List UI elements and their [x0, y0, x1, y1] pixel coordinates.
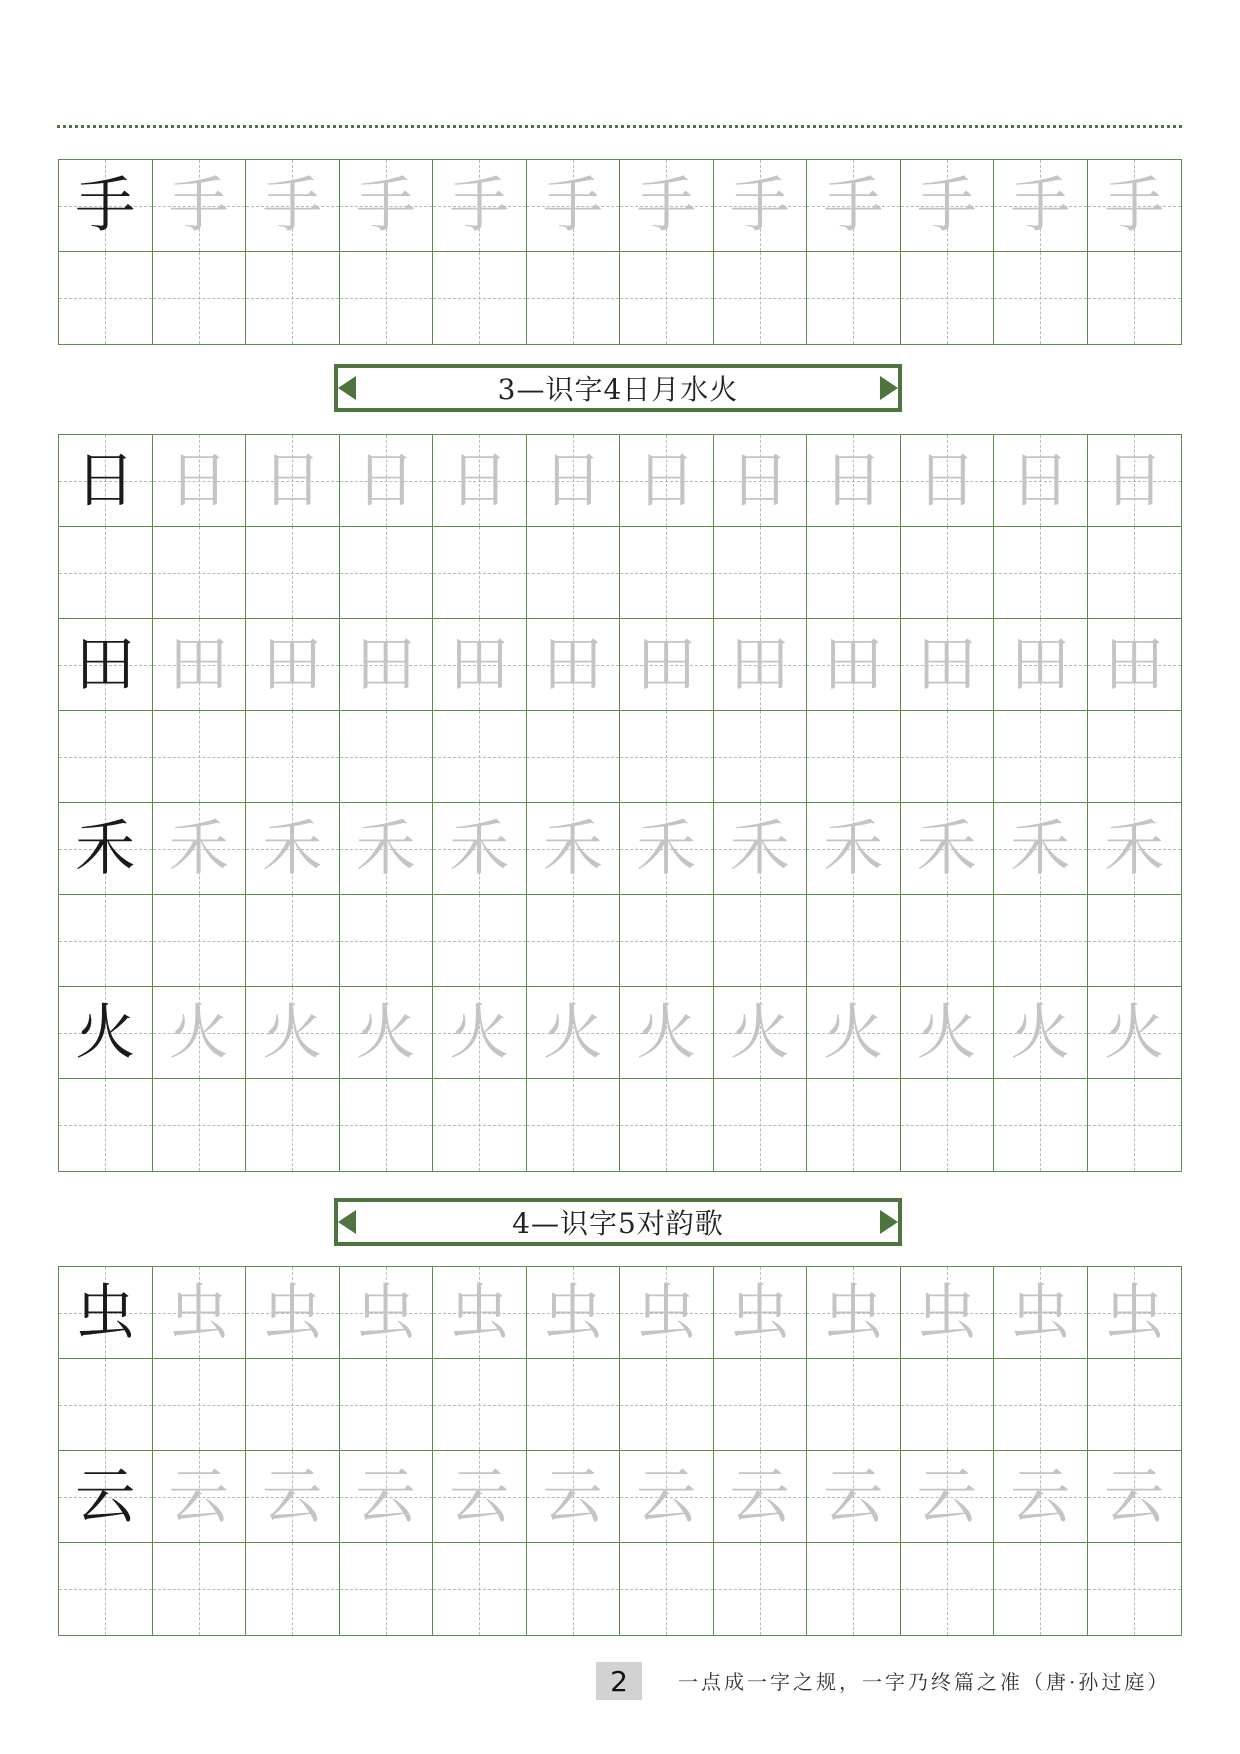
trace-character: 云 — [449, 1461, 510, 1532]
trace-cell — [246, 1451, 340, 1542]
model-character: 云 — [75, 1461, 136, 1532]
writing-cell[interactable] — [620, 1079, 714, 1171]
writing-cell[interactable] — [246, 895, 340, 986]
writing-cell[interactable] — [994, 1079, 1088, 1171]
writing-cell[interactable] — [433, 895, 527, 986]
writing-cell[interactable] — [994, 895, 1088, 986]
writing-cell[interactable] — [1088, 895, 1182, 986]
writing-cell[interactable] — [901, 1359, 995, 1450]
trace-character: 云 — [542, 1461, 603, 1532]
writing-cell[interactable] — [714, 252, 808, 344]
trace-character: 手 — [355, 170, 416, 241]
writing-cell[interactable] — [994, 1543, 1088, 1635]
trace-character: 云 — [636, 1461, 697, 1532]
writing-cell[interactable] — [527, 527, 621, 618]
trace-cell — [901, 160, 995, 251]
writing-cell[interactable] — [153, 1543, 247, 1635]
trace-character: 云 — [729, 1461, 790, 1532]
trace-character: 禾 — [636, 813, 697, 884]
trace-character: 禾 — [1104, 813, 1165, 884]
trace-character: 手 — [542, 170, 603, 241]
model-cell — [59, 435, 153, 526]
writing-cell[interactable] — [807, 1359, 901, 1450]
writing-cell[interactable] — [153, 711, 247, 802]
trace-character: 手 — [1104, 170, 1165, 241]
trace-cell — [433, 803, 527, 894]
trace-cell — [714, 619, 808, 710]
writing-cell[interactable] — [153, 895, 247, 986]
trace-cell — [994, 1267, 1088, 1358]
trace-cell — [153, 1451, 247, 1542]
writing-cell[interactable] — [340, 895, 434, 986]
writing-cell[interactable] — [340, 711, 434, 802]
writing-cell[interactable] — [1088, 1359, 1182, 1450]
writing-cell[interactable] — [714, 1079, 808, 1171]
trace-character: 火 — [168, 997, 229, 1068]
trace-cell — [340, 435, 434, 526]
trace-cell — [807, 1267, 901, 1358]
trace-cell — [340, 803, 434, 894]
trace-cell — [994, 160, 1088, 251]
char-row — [59, 160, 1181, 252]
trace-cell — [153, 160, 247, 251]
model-cell — [59, 619, 153, 710]
writing-cell[interactable] — [807, 1543, 901, 1635]
trace-cell — [714, 987, 808, 1078]
section-title: 4—识字5对韵歌 — [512, 1207, 724, 1240]
top-dotted-rule — [57, 125, 1182, 128]
trace-character: 云 — [1104, 1461, 1165, 1532]
writing-cell[interactable] — [620, 895, 714, 986]
trace-character: 虫 — [355, 1277, 416, 1348]
trace-character: 田 — [355, 629, 416, 700]
writing-cell[interactable] — [807, 252, 901, 344]
trace-cell — [807, 435, 901, 526]
blank-writing-row — [59, 252, 1181, 344]
trace-cell — [1088, 1451, 1182, 1542]
writing-cell[interactable] — [901, 527, 995, 618]
trace-cell — [620, 1451, 714, 1542]
char-row — [59, 619, 1181, 711]
model-cell — [59, 1267, 153, 1358]
trace-cell — [527, 803, 621, 894]
trace-character: 火 — [1104, 997, 1165, 1068]
trace-cell — [1088, 619, 1182, 710]
char-row — [59, 1267, 1181, 1359]
trace-cell — [620, 160, 714, 251]
writing-cell[interactable] — [994, 1359, 1088, 1450]
writing-cell[interactable] — [620, 527, 714, 618]
trace-cell — [901, 803, 995, 894]
writing-cell[interactable] — [527, 252, 621, 344]
trace-character: 云 — [916, 1461, 977, 1532]
trace-cell — [246, 435, 340, 526]
trace-character: 田 — [729, 629, 790, 700]
writing-cell[interactable] — [1088, 1543, 1182, 1635]
writing-cell[interactable] — [433, 1079, 527, 1171]
trace-cell — [620, 619, 714, 710]
writing-cell[interactable] — [527, 1079, 621, 1171]
trace-cell — [246, 1267, 340, 1358]
writing-cell[interactable] — [901, 895, 995, 986]
writing-cell[interactable] — [433, 527, 527, 618]
char-row — [59, 1451, 1181, 1543]
trace-character: 虫 — [823, 1277, 884, 1348]
writing-cell[interactable] — [246, 527, 340, 618]
writing-cell[interactable] — [807, 711, 901, 802]
writing-cell[interactable] — [807, 1079, 901, 1171]
writing-cell[interactable] — [807, 895, 901, 986]
writing-cell[interactable] — [994, 711, 1088, 802]
writing-cell[interactable] — [246, 1359, 340, 1450]
writing-cell[interactable] — [527, 1543, 621, 1635]
trace-character: 日 — [636, 445, 697, 516]
blank-writing-row — [59, 711, 1181, 803]
trace-character: 火 — [262, 997, 323, 1068]
practice-block-2 — [58, 434, 1182, 1172]
trace-cell — [433, 160, 527, 251]
trace-character: 田 — [542, 629, 603, 700]
trace-character: 火 — [1010, 997, 1071, 1068]
trace-cell — [433, 1267, 527, 1358]
trace-character: 日 — [449, 445, 510, 516]
writing-cell[interactable] — [620, 1359, 714, 1450]
trace-character: 田 — [636, 629, 697, 700]
trace-character: 田 — [262, 629, 323, 700]
trace-cell — [153, 619, 247, 710]
trace-cell — [994, 619, 1088, 710]
trace-cell — [1088, 987, 1182, 1078]
trace-character: 虫 — [449, 1277, 510, 1348]
writing-cell[interactable] — [246, 711, 340, 802]
trace-cell — [807, 1451, 901, 1542]
section-banner-1 — [334, 364, 902, 412]
model-cell — [59, 1451, 153, 1542]
trace-character: 虫 — [729, 1277, 790, 1348]
writing-cell[interactable] — [1088, 527, 1182, 618]
trace-character: 火 — [823, 997, 884, 1068]
trace-cell — [433, 987, 527, 1078]
trace-character: 田 — [449, 629, 510, 700]
practice-block-3 — [58, 1266, 1182, 1636]
writing-cell[interactable] — [246, 1543, 340, 1635]
writing-cell[interactable] — [620, 252, 714, 344]
writing-cell[interactable] — [1088, 252, 1182, 344]
blank-writing-row — [59, 527, 1181, 619]
trace-character: 火 — [449, 997, 510, 1068]
trace-character: 日 — [168, 445, 229, 516]
section-title: 3—识字4日月水火 — [497, 373, 739, 406]
section-banner-2 — [334, 1198, 902, 1246]
model-character: 虫 — [75, 1277, 136, 1348]
trace-cell — [714, 1451, 808, 1542]
trace-character: 手 — [916, 170, 977, 241]
trace-cell — [246, 803, 340, 894]
model-character: 日 — [75, 445, 136, 516]
trace-cell — [994, 435, 1088, 526]
trace-character: 日 — [262, 445, 323, 516]
trace-cell — [153, 987, 247, 1078]
writing-cell[interactable] — [527, 895, 621, 986]
trace-character: 云 — [262, 1461, 323, 1532]
trace-cell — [1088, 803, 1182, 894]
trace-cell — [340, 1451, 434, 1542]
char-row — [59, 435, 1181, 527]
char-row — [59, 987, 1181, 1079]
writing-cell[interactable] — [59, 895, 153, 986]
trace-cell — [246, 160, 340, 251]
trace-character: 手 — [823, 170, 884, 241]
writing-cell[interactable] — [59, 711, 153, 802]
trace-character: 火 — [729, 997, 790, 1068]
writing-cell[interactable] — [246, 252, 340, 344]
trace-cell — [340, 1267, 434, 1358]
trace-character: 禾 — [355, 813, 416, 884]
trace-character: 虫 — [542, 1277, 603, 1348]
writing-cell[interactable] — [714, 711, 808, 802]
trace-character: 禾 — [542, 813, 603, 884]
trace-cell — [1088, 160, 1182, 251]
trace-character: 日 — [355, 445, 416, 516]
model-cell — [59, 803, 153, 894]
trace-cell — [246, 619, 340, 710]
trace-cell — [246, 987, 340, 1078]
trace-cell — [901, 1267, 995, 1358]
trace-character: 手 — [168, 170, 229, 241]
practice-block-1 — [58, 159, 1182, 345]
trace-character: 田 — [916, 629, 977, 700]
trace-cell — [807, 619, 901, 710]
trace-character: 手 — [729, 170, 790, 241]
trace-cell — [807, 160, 901, 251]
trace-character: 手 — [449, 170, 510, 241]
trace-character: 日 — [542, 445, 603, 516]
writing-cell[interactable] — [901, 711, 995, 802]
writing-cell[interactable] — [994, 527, 1088, 618]
trace-character: 火 — [542, 997, 603, 1068]
writing-cell[interactable] — [153, 1359, 247, 1450]
trace-cell — [340, 619, 434, 710]
writing-cell[interactable] — [433, 711, 527, 802]
trace-character: 日 — [729, 445, 790, 516]
trace-character: 虫 — [168, 1277, 229, 1348]
model-cell — [59, 987, 153, 1078]
writing-cell[interactable] — [433, 1543, 527, 1635]
trace-character: 禾 — [449, 813, 510, 884]
trace-character: 禾 — [1010, 813, 1071, 884]
trace-cell — [527, 1267, 621, 1358]
blank-writing-row — [59, 1543, 1181, 1635]
trace-cell — [994, 1451, 1088, 1542]
writing-cell[interactable] — [527, 711, 621, 802]
trace-character: 田 — [168, 629, 229, 700]
trace-character: 云 — [823, 1461, 884, 1532]
model-cell — [59, 160, 153, 251]
writing-cell[interactable] — [714, 1359, 808, 1450]
writing-cell[interactable] — [620, 1543, 714, 1635]
trace-character: 云 — [355, 1461, 416, 1532]
trace-cell — [620, 987, 714, 1078]
trace-cell — [433, 435, 527, 526]
trace-cell — [1088, 435, 1182, 526]
trace-character: 田 — [823, 629, 884, 700]
writing-cell[interactable] — [901, 1079, 995, 1171]
trace-cell — [153, 803, 247, 894]
writing-cell[interactable] — [433, 252, 527, 344]
trace-cell — [620, 803, 714, 894]
trace-cell — [714, 803, 808, 894]
trace-cell — [433, 619, 527, 710]
writing-cell[interactable] — [153, 527, 247, 618]
trace-character: 日 — [823, 445, 884, 516]
trace-cell — [153, 435, 247, 526]
writing-cell[interactable] — [59, 252, 153, 344]
writing-cell[interactable] — [901, 1543, 995, 1635]
trace-character: 火 — [355, 997, 416, 1068]
blank-writing-row — [59, 1359, 1181, 1451]
writing-cell[interactable] — [433, 1359, 527, 1450]
writing-cell[interactable] — [620, 711, 714, 802]
trace-character: 禾 — [168, 813, 229, 884]
writing-cell[interactable] — [246, 1079, 340, 1171]
trace-character: 虫 — [262, 1277, 323, 1348]
trace-cell — [901, 987, 995, 1078]
blank-writing-row — [59, 895, 1181, 987]
blank-writing-row — [59, 1079, 1181, 1171]
writing-cell[interactable] — [901, 252, 995, 344]
trace-cell — [153, 1267, 247, 1358]
trace-character: 手 — [1010, 170, 1071, 241]
writing-cell[interactable] — [714, 895, 808, 986]
char-row — [59, 803, 1181, 895]
trace-cell — [901, 619, 995, 710]
writing-cell[interactable] — [527, 1359, 621, 1450]
trace-cell — [994, 803, 1088, 894]
trace-cell — [1088, 1267, 1182, 1358]
trace-cell — [433, 1451, 527, 1542]
trace-character: 虫 — [916, 1277, 977, 1348]
trace-character: 虫 — [1010, 1277, 1071, 1348]
writing-cell[interactable] — [714, 527, 808, 618]
footer-quote: 一点成一字之规，一字乃终篇之准（唐·孙过庭） — [678, 1670, 1171, 1694]
page-number: 2 — [596, 1662, 642, 1700]
model-character: 手 — [75, 170, 136, 241]
trace-character: 禾 — [262, 813, 323, 884]
trace-cell — [340, 160, 434, 251]
writing-cell[interactable] — [153, 252, 247, 344]
model-character: 火 — [75, 997, 136, 1068]
trace-character: 田 — [1104, 629, 1165, 700]
trace-character: 虫 — [1104, 1277, 1165, 1348]
writing-cell[interactable] — [340, 1543, 434, 1635]
trace-cell — [901, 1451, 995, 1542]
writing-cell[interactable] — [340, 1359, 434, 1450]
trace-character: 手 — [636, 170, 697, 241]
trace-cell — [807, 803, 901, 894]
trace-cell — [527, 435, 621, 526]
trace-character: 云 — [1010, 1461, 1071, 1532]
trace-cell — [807, 987, 901, 1078]
trace-character: 日 — [1104, 445, 1165, 516]
writing-cell[interactable] — [153, 1079, 247, 1171]
writing-cell[interactable] — [340, 252, 434, 344]
trace-character: 手 — [262, 170, 323, 241]
trace-character: 云 — [168, 1461, 229, 1532]
writing-cell[interactable] — [1088, 1079, 1182, 1171]
trace-character: 禾 — [729, 813, 790, 884]
trace-cell — [527, 619, 621, 710]
writing-cell[interactable] — [59, 1543, 153, 1635]
trace-cell — [527, 160, 621, 251]
trace-cell — [527, 987, 621, 1078]
trace-character: 火 — [636, 997, 697, 1068]
trace-cell — [620, 1267, 714, 1358]
trace-character: 虫 — [636, 1277, 697, 1348]
trace-character: 禾 — [823, 813, 884, 884]
trace-character: 日 — [916, 445, 977, 516]
writing-cell[interactable] — [994, 252, 1088, 344]
trace-cell — [620, 435, 714, 526]
trace-cell — [527, 1451, 621, 1542]
trace-cell — [994, 987, 1088, 1078]
writing-cell[interactable] — [714, 1543, 808, 1635]
trace-cell — [714, 435, 808, 526]
writing-cell[interactable] — [59, 1359, 153, 1450]
trace-cell — [714, 160, 808, 251]
trace-character: 日 — [1010, 445, 1071, 516]
trace-character: 田 — [1010, 629, 1071, 700]
writing-cell[interactable] — [59, 527, 153, 618]
writing-cell[interactable] — [59, 1079, 153, 1171]
trace-cell — [901, 435, 995, 526]
trace-cell — [340, 987, 434, 1078]
writing-cell[interactable] — [340, 1079, 434, 1171]
writing-cell[interactable] — [340, 527, 434, 618]
trace-cell — [714, 1267, 808, 1358]
trace-character: 火 — [916, 997, 977, 1068]
writing-cell[interactable] — [807, 527, 901, 618]
model-character: 禾 — [75, 813, 136, 884]
model-character: 田 — [75, 629, 136, 700]
trace-character: 禾 — [916, 813, 977, 884]
writing-cell[interactable] — [1088, 711, 1182, 802]
